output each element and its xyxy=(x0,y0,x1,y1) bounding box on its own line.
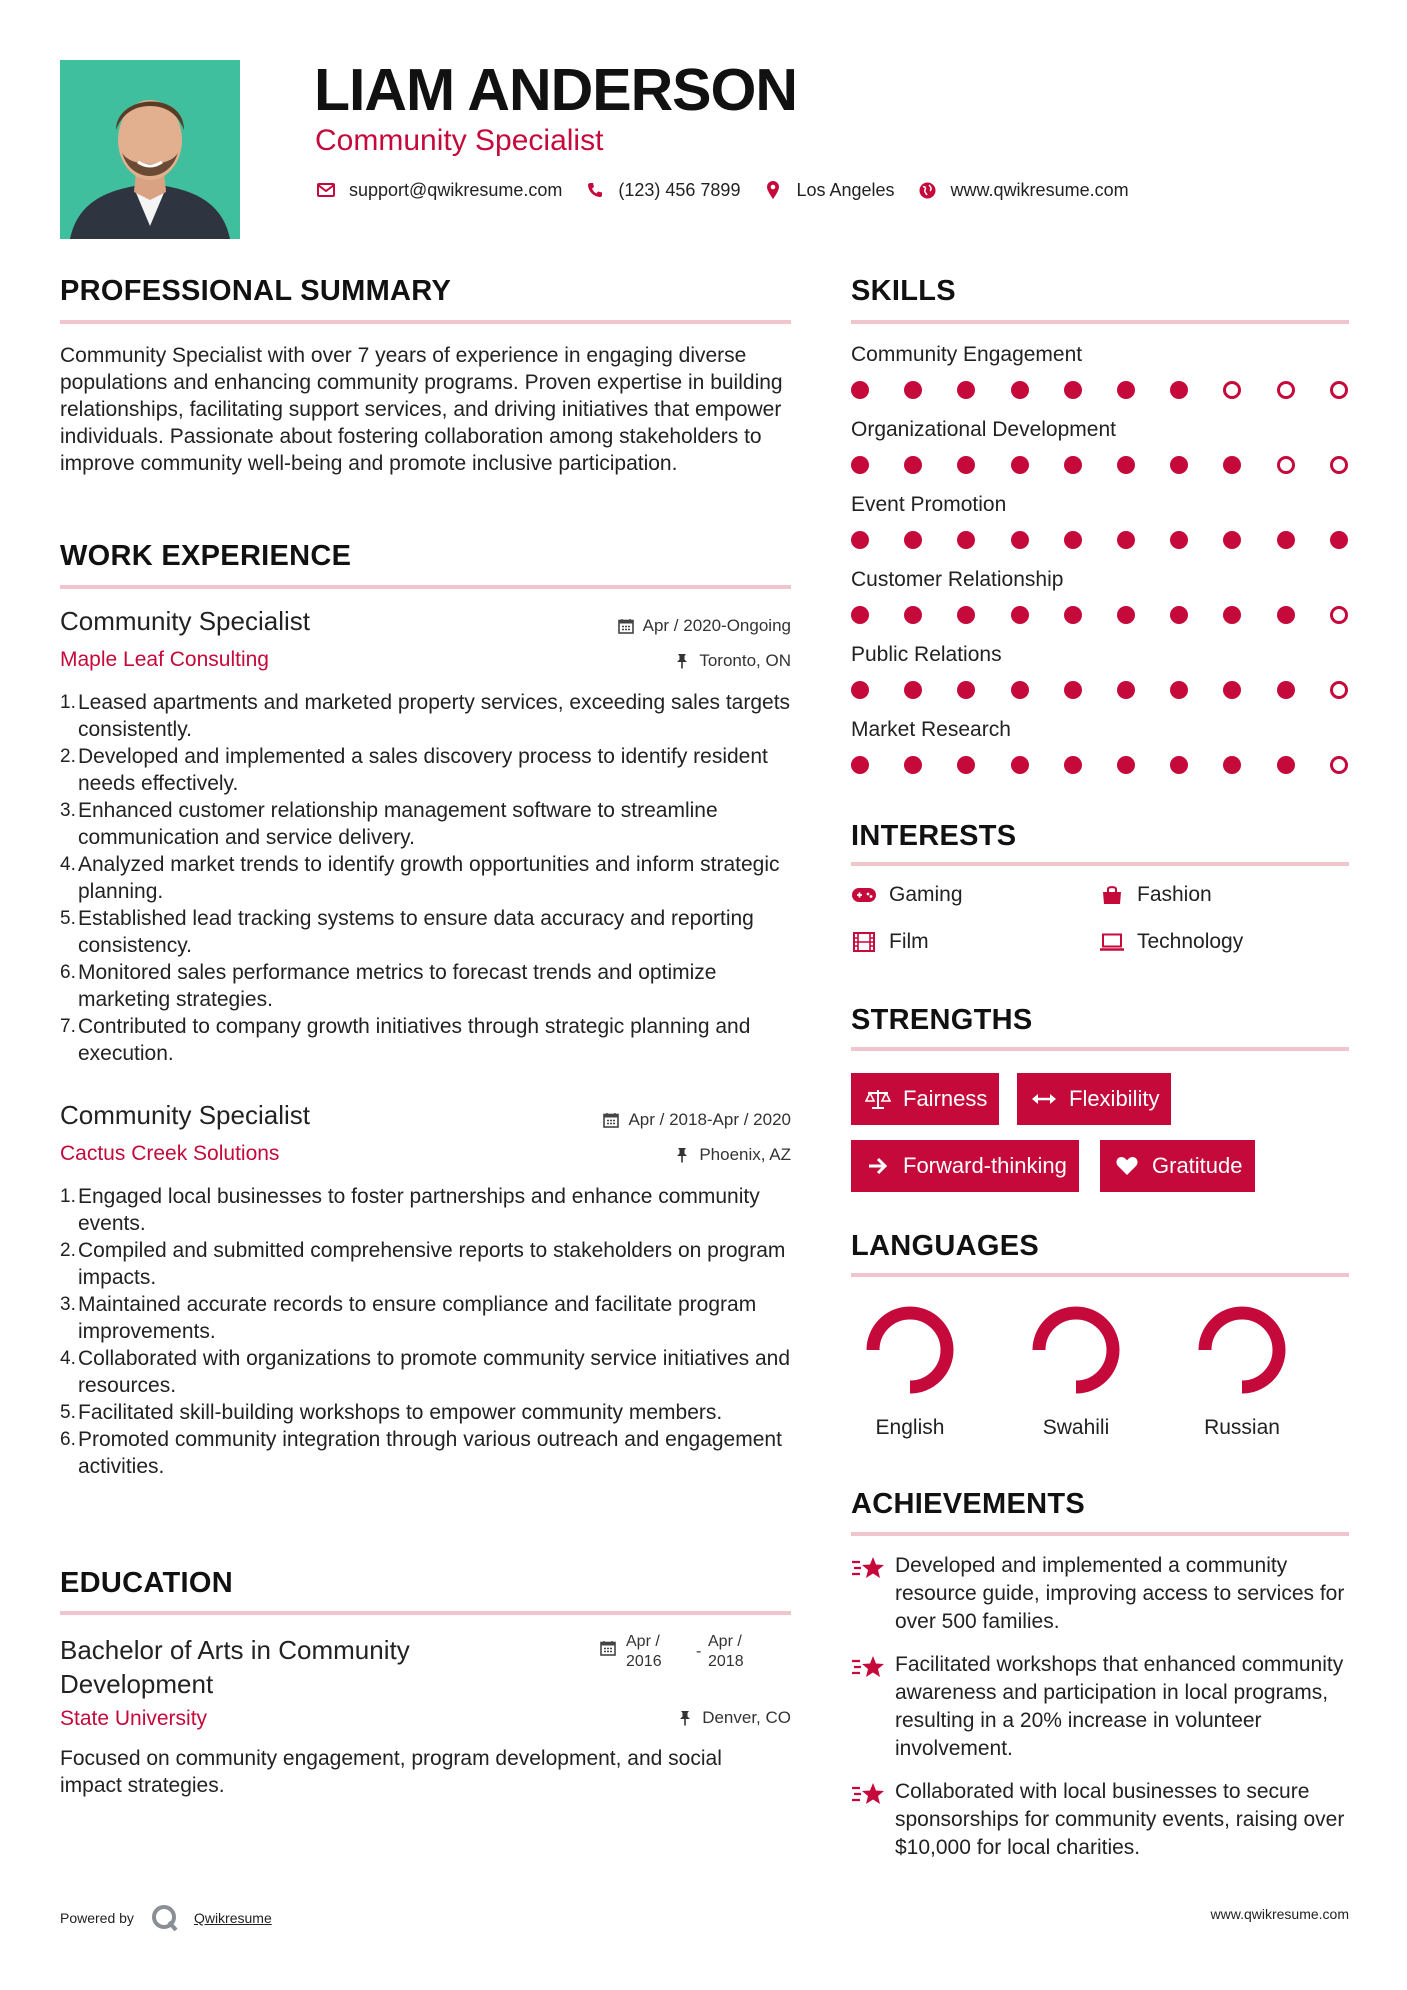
rating-dot-empty xyxy=(1223,381,1241,399)
candidate-name: LIAM ANDERSON xyxy=(314,57,798,123)
rating-dot-empty xyxy=(1330,756,1348,774)
section-divider xyxy=(851,1532,1349,1536)
language-item xyxy=(850,1302,970,1440)
section-title-achievements: ACHIEVEMENTS xyxy=(851,1488,1086,1520)
rating-dot-empty xyxy=(1330,456,1348,474)
language-name: Russian xyxy=(1204,1416,1280,1439)
rating-dot-filled xyxy=(1277,756,1295,774)
rating-dot-filled xyxy=(1223,681,1241,699)
laptop-icon xyxy=(1099,931,1125,953)
rating-dot-filled xyxy=(851,456,869,474)
rating-dot-filled xyxy=(904,381,922,399)
language-gauge xyxy=(1194,1302,1290,1398)
rating-dot-filled xyxy=(904,531,922,549)
rating-dot-filled xyxy=(1117,681,1135,699)
pushpin-icon xyxy=(673,1146,691,1164)
section-title-skills: SKILLS xyxy=(851,275,956,307)
rating-dot-filled xyxy=(1170,606,1188,624)
list-item: 6. Promoted community integration through various outreach and engagement activities. xyxy=(60,1428,782,1478)
rating-dot-filled xyxy=(904,681,922,699)
rating-dot-filled xyxy=(851,681,869,699)
pushpin-icon xyxy=(676,1709,694,1727)
rating-dot-filled xyxy=(1011,756,1029,774)
job-location xyxy=(673,651,791,671)
rating-dot-filled xyxy=(851,756,869,774)
shooting-star-icon xyxy=(851,1780,885,1808)
job-company: Cactus Creek Solutions xyxy=(60,1142,280,1165)
rating-dot-filled xyxy=(957,606,975,624)
heart-icon xyxy=(1114,1155,1140,1177)
skill-name: Customer Relationship xyxy=(851,568,1064,591)
rating-dot-filled xyxy=(1064,381,1082,399)
section-divider xyxy=(851,862,1349,866)
education-degree: Bachelor of Arts in Community Development xyxy=(60,1635,410,1699)
date-separator: - xyxy=(696,1643,702,1660)
education-school: State University xyxy=(60,1707,208,1730)
list-item: 4. Collaborated with organizations to promote community service initiatives and resources. xyxy=(60,1347,791,1397)
rating-dot-filled xyxy=(1223,456,1241,474)
powered-label: Powered by xyxy=(60,1910,134,1926)
job-responsibilities xyxy=(60,1183,800,1480)
pushpin-icon xyxy=(673,652,691,670)
list-item: 2. Compiled and submitted comprehensive reports to stakeholders on program impacts. xyxy=(60,1239,786,1289)
skill-rating xyxy=(851,381,1351,401)
rating-dot-filled xyxy=(957,756,975,774)
skill-rating xyxy=(851,606,1351,626)
section-title-strengths: STRENGTHS xyxy=(851,1004,1033,1036)
list-item: 4. Analyzed market trends to identify growth opportunities and inform strategic planning. xyxy=(60,853,780,903)
language-gauge xyxy=(862,1302,958,1398)
job-responsibilities xyxy=(60,689,800,1067)
rating-dot-filled xyxy=(1277,531,1295,549)
strength-chip: Flexibility xyxy=(1017,1073,1171,1125)
section-divider xyxy=(60,320,791,324)
rating-dot-filled xyxy=(1170,456,1188,474)
rating-dot-filled xyxy=(1064,681,1082,699)
globe-icon xyxy=(917,179,939,201)
rating-dot-filled xyxy=(1117,606,1135,624)
rating-dot-filled xyxy=(1223,606,1241,624)
achievement-item: Collaborated with local businesses to secure sponsorships for community events, raising over $10,000 for local charities. xyxy=(851,1778,1351,1862)
language-gauge xyxy=(1028,1302,1124,1398)
contact-email[interactable]: support@qwikresume.com xyxy=(349,179,563,200)
rating-dot-filled xyxy=(1277,681,1295,699)
candidate-role: Community Specialist xyxy=(315,124,604,157)
rating-dot-filled xyxy=(851,606,869,624)
education-location xyxy=(676,1708,791,1728)
rating-dot-filled xyxy=(1117,456,1135,474)
section-divider xyxy=(60,1611,791,1615)
arrows-horizontal-icon xyxy=(1031,1088,1057,1110)
section-title-languages: LANGUAGES xyxy=(851,1230,1039,1262)
achievement-item: Developed and implemented a community resource guide, improving access to services for over 500 families. xyxy=(851,1552,1351,1636)
language-name: English xyxy=(875,1416,945,1439)
rating-dot-filled xyxy=(1064,456,1082,474)
language-name: Swahili xyxy=(1042,1416,1110,1439)
rating-dot-filled xyxy=(957,381,975,399)
summary-text: Community Specialist with over 7 years of experience in engaging diverse populations and enhancing community programs. Proven expertise in building relationships, facilitating support services, and driving initiatives that empower individuals. Passionate about fostering collaboration among stakeholders to improve community well-being and promote inclusive participation. xyxy=(60,344,783,475)
rating-dot-filled xyxy=(1011,606,1029,624)
rating-dot-filled xyxy=(1170,756,1188,774)
skill-name: Public Relations xyxy=(851,643,1002,666)
job-date xyxy=(617,616,791,636)
rating-dot-filled xyxy=(1064,756,1082,774)
rating-dot-filled xyxy=(1117,381,1135,399)
strength-chip: Gratitude xyxy=(1100,1140,1255,1192)
list-item: 6. Monitored sales performance metrics to forecast trends and optimize marketing strategies. xyxy=(60,961,717,1011)
rating-dot-filled xyxy=(1064,606,1082,624)
calendar-icon xyxy=(617,617,635,635)
list-item: 2. Developed and implemented a sales discovery process to identify resident needs effectively. xyxy=(60,745,768,795)
shooting-star-icon xyxy=(851,1554,885,1582)
skill-name: Event Promotion xyxy=(851,493,1007,516)
interest-item: Film xyxy=(851,930,929,954)
rating-dot-filled xyxy=(1330,531,1348,549)
education-end-date: Apr / 2018 xyxy=(708,1633,744,1670)
shooting-star-icon xyxy=(851,1653,885,1681)
profile-photo xyxy=(60,60,240,239)
rating-dot-filled xyxy=(1223,756,1241,774)
section-title-summary: PROFESSIONAL SUMMARY xyxy=(60,275,452,307)
rating-dot-filled xyxy=(904,456,922,474)
interest-item: Fashion xyxy=(1099,883,1212,907)
skill-name: Community Engagement xyxy=(851,343,1083,366)
list-item: 1. Leased apartments and marketed property services, exceeding sales targets consistently. xyxy=(60,691,791,741)
skill-rating xyxy=(851,756,1351,776)
section-title-experience: WORK EXPERIENCE xyxy=(60,540,352,572)
rating-dot-filled xyxy=(1170,531,1188,549)
powered-by xyxy=(60,1903,272,1933)
section-divider xyxy=(851,320,1349,324)
rating-dot-filled xyxy=(1064,531,1082,549)
list-item: 5. Facilitated skill-building workshops to empower community members. xyxy=(60,1401,723,1424)
balance-scale-icon xyxy=(865,1088,891,1110)
list-item: 3. Enhanced customer relationship management software to streamline communication and service delivery. xyxy=(60,799,718,849)
job-location xyxy=(673,1145,791,1165)
education-description: Focused on community engagement, program development, and social impact strategies. xyxy=(60,1747,722,1797)
section-title-interests: INTERESTS xyxy=(851,820,1017,852)
language-item xyxy=(1182,1302,1302,1440)
rating-dot-filled xyxy=(1117,756,1135,774)
section-divider xyxy=(60,585,791,589)
footer-url[interactable]: www.qwikresume.com xyxy=(1210,1906,1349,1922)
rating-dot-empty xyxy=(1330,381,1348,399)
skill-rating xyxy=(851,456,1351,476)
rating-dot-filled xyxy=(1170,381,1188,399)
rating-dot-filled xyxy=(851,531,869,549)
rating-dot-empty xyxy=(1277,381,1295,399)
rating-dot-filled xyxy=(1170,681,1188,699)
list-item: 3. Maintained accurate records to ensure compliance and facilitate program improvements. xyxy=(60,1293,757,1343)
job-title: Community Specialist xyxy=(60,1100,310,1130)
list-item: 7. Contributed to company growth initiatives through strategic planning and execution. xyxy=(60,1015,751,1065)
shopping-bag-icon xyxy=(1099,884,1125,906)
section-divider xyxy=(851,1273,1349,1277)
qwikresume-logo-icon xyxy=(150,1903,180,1933)
education-start-date: Apr / 2016 xyxy=(626,1633,662,1670)
list-item: 1. Engaged local businesses to foster partnerships and enhance community events. xyxy=(60,1185,760,1235)
job-date-text: Apr / 2020-Ongoing xyxy=(642,616,791,635)
job-location-text: Toronto, ON xyxy=(699,651,791,670)
strength-chip: Forward-thinking xyxy=(851,1140,1079,1192)
envelope-icon xyxy=(315,179,337,201)
rating-dot-filled xyxy=(1011,531,1029,549)
skill-name: Organizational Development xyxy=(851,418,1116,441)
job-company: Maple Leaf Consulting xyxy=(60,648,269,671)
rating-dot-filled xyxy=(904,606,922,624)
achievement-item: Facilitated workshops that enhanced community awareness and participation in local programs, resulting in a 20% increase in volunteer involvement. xyxy=(851,1651,1351,1763)
job-date-text: Apr / 2018-Apr / 2020 xyxy=(628,1110,791,1129)
rating-dot-filled xyxy=(1223,531,1241,549)
arrow-right-icon xyxy=(865,1155,891,1177)
rating-dot-filled xyxy=(904,756,922,774)
strength-chip: Fairness xyxy=(851,1073,999,1125)
job-location-text: Phoenix, AZ xyxy=(699,1145,791,1164)
gamepad-icon xyxy=(851,884,877,906)
rating-dot-filled xyxy=(957,681,975,699)
section-title-education: EDUCATION xyxy=(60,1567,233,1599)
rating-dot-filled xyxy=(1011,381,1029,399)
contact-bar xyxy=(315,178,1151,202)
contact-phone[interactable]: (123) 456 7899 xyxy=(618,179,741,200)
language-item xyxy=(1016,1302,1136,1440)
education-location-text: Denver, CO xyxy=(702,1708,791,1727)
rating-dot-empty xyxy=(1330,681,1348,699)
brand-link[interactable]: Qwikresume xyxy=(193,1910,272,1926)
contact-website[interactable]: www.qwikresume.com xyxy=(950,179,1129,200)
rating-dot-filled xyxy=(957,456,975,474)
calendar-icon xyxy=(602,1111,620,1129)
skill-rating xyxy=(851,531,1351,551)
skill-name: Market Research xyxy=(851,718,1011,741)
interest-item: Technology xyxy=(1099,930,1243,954)
rating-dot-filled xyxy=(1011,456,1029,474)
section-divider xyxy=(851,1047,1349,1051)
rating-dot-filled xyxy=(1117,531,1135,549)
calendar-icon xyxy=(600,1640,618,1658)
rating-dot-empty xyxy=(1330,606,1348,624)
interest-item: Gaming xyxy=(851,883,963,907)
rating-dot-filled xyxy=(1011,681,1029,699)
map-pin-icon xyxy=(762,179,784,201)
contact-location: Los Angeles xyxy=(796,179,895,200)
skill-rating xyxy=(851,681,1351,701)
rating-dot-filled xyxy=(851,381,869,399)
person-portrait-icon xyxy=(60,60,240,239)
job-date xyxy=(602,1110,791,1130)
rating-dot-empty xyxy=(1277,456,1295,474)
list-item: 5. Established lead tracking systems to ensure data accuracy and reporting consistency. xyxy=(60,907,754,957)
film-icon xyxy=(851,931,877,953)
rating-dot-filled xyxy=(1277,606,1295,624)
phone-icon xyxy=(584,179,606,201)
rating-dot-filled xyxy=(957,531,975,549)
education-dates xyxy=(600,1632,778,1672)
job-title: Community Specialist xyxy=(60,606,310,636)
